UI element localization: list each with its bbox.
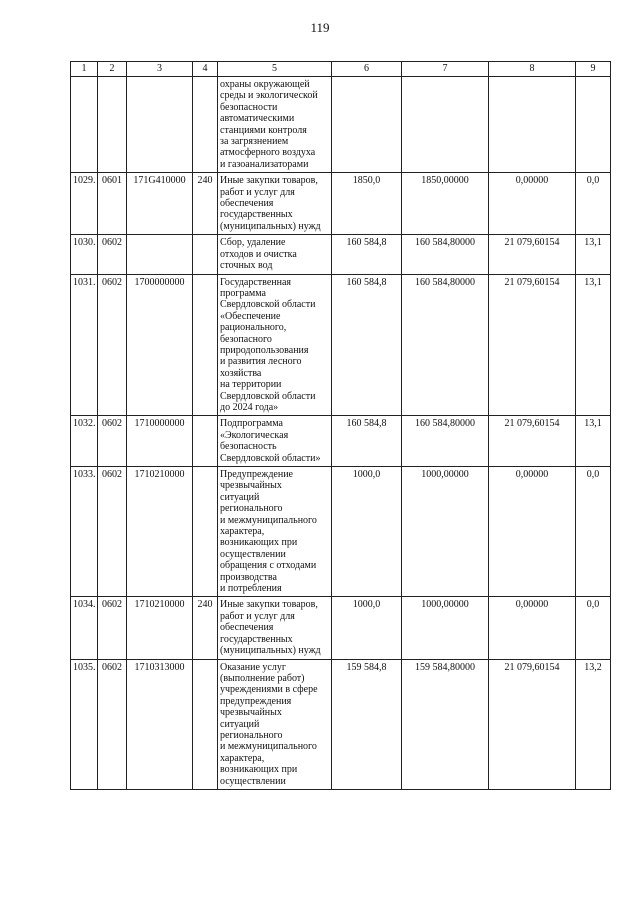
table-cell-v9: 0,0 xyxy=(576,173,611,235)
table-cell-sec: 0602 xyxy=(98,659,127,789)
table-cell-sec: 0602 xyxy=(98,416,127,467)
table-cell-desc: Оказание услуг (выполнение работ) учреждениями в сфере предупреждения чрезвычайных ситуаций регионального и межмуниципального характера, возникающих при осуществлении xyxy=(218,659,332,789)
table-cell-v8: 21 079,60154 xyxy=(489,659,576,789)
table-cell-v8: 0,00000 xyxy=(489,467,576,597)
table-cell-sec: 0602 xyxy=(98,274,127,416)
table-row xyxy=(71,597,611,659)
table-cell-v6: 160 584,8 xyxy=(332,274,402,416)
table-cell-v8: 21 079,60154 xyxy=(489,274,576,416)
table-cell-v9: 0,0 xyxy=(576,467,611,597)
table-cell-v7: 159 584,80000 xyxy=(402,659,489,789)
table-cell-type xyxy=(193,416,218,467)
table-cell-v6 xyxy=(332,77,402,173)
table-cell-desc: охраны окружающей среды и экологической безопасности автоматическими станциями контроля за загрязнением атмосферного воздуха и газоанализаторами xyxy=(218,77,332,173)
table-cell-n: 1035. xyxy=(71,659,98,789)
table-cell-desc: Государственная программа Свердловской области «Обеспечение рационального, безопасного природопользования и развития лесного хозяйства на территории Свердловской области до 2024 года» xyxy=(218,274,332,416)
table-cell-desc: Иные закупки товаров, работ и услуг для обеспечения государственных (муниципальных) нужд xyxy=(218,173,332,235)
table-cell-v6: 159 584,8 xyxy=(332,659,402,789)
table-cell-v7 xyxy=(402,77,489,173)
table-cell-code: 1710000000 xyxy=(127,416,193,467)
table-cell-n xyxy=(71,77,98,173)
column-header: 2 xyxy=(98,62,127,77)
table-cell-sec: 0602 xyxy=(98,467,127,597)
column-header: 8 xyxy=(489,62,576,77)
table-cell-v8: 0,00000 xyxy=(489,173,576,235)
table-cell-n: 1030. xyxy=(71,235,98,274)
table-cell-n: 1032. xyxy=(71,416,98,467)
table-cell-code xyxy=(127,235,193,274)
table-cell-type xyxy=(193,467,218,597)
column-header: 4 xyxy=(193,62,218,77)
table-cell-desc: Подпрограмма «Экологическая безопасность Свердловской области» xyxy=(218,416,332,467)
table-cell-v6: 1000,0 xyxy=(332,467,402,597)
column-header: 3 xyxy=(127,62,193,77)
table-row xyxy=(71,274,611,416)
table-cell-v6: 1850,0 xyxy=(332,173,402,235)
table-row xyxy=(71,173,611,235)
table-cell-v8 xyxy=(489,77,576,173)
table-cell-v9: 13,2 xyxy=(576,659,611,789)
table-cell-v7: 160 584,80000 xyxy=(402,235,489,274)
header-row xyxy=(71,62,611,77)
table-cell-v9 xyxy=(576,77,611,173)
table-cell-n: 1031. xyxy=(71,274,98,416)
column-header: 9 xyxy=(576,62,611,77)
table-cell-v8: 21 079,60154 xyxy=(489,416,576,467)
table-cell-code: 1710210000 xyxy=(127,467,193,597)
table-cell-code: 171G410000 xyxy=(127,173,193,235)
table-cell-n: 1029. xyxy=(71,173,98,235)
table-row xyxy=(71,235,611,274)
table-cell-code: 1710313000 xyxy=(127,659,193,789)
table-cell-v9: 13,1 xyxy=(576,416,611,467)
table-cell-desc: Сбор, удаление отходов и очистка сточных вод xyxy=(218,235,332,274)
table-row xyxy=(71,467,611,597)
table-cell-v9: 0,0 xyxy=(576,597,611,659)
table-cell-sec: 0602 xyxy=(98,235,127,274)
table-cell-v6: 160 584,8 xyxy=(332,235,402,274)
table-row xyxy=(71,416,611,467)
table-cell-v6: 1000,0 xyxy=(332,597,402,659)
table-cell-v9: 13,1 xyxy=(576,235,611,274)
table-cell-desc: Иные закупки товаров, работ и услуг для обеспечения государственных (муниципальных) нужд xyxy=(218,597,332,659)
table-cell-v9: 13,1 xyxy=(576,274,611,416)
table-row xyxy=(71,659,611,789)
column-header: 1 xyxy=(71,62,98,77)
table-cell-v7: 160 584,80000 xyxy=(402,416,489,467)
column-header: 6 xyxy=(332,62,402,77)
table-cell-v8: 0,00000 xyxy=(489,597,576,659)
page-number: 119 xyxy=(310,20,330,35)
table-cell-type xyxy=(193,77,218,173)
table-cell-n: 1033. xyxy=(71,467,98,597)
table-cell-code xyxy=(127,77,193,173)
table-cell-type: 240 xyxy=(193,597,218,659)
table-cell-sec xyxy=(98,77,127,173)
table-cell-v7: 1000,00000 xyxy=(402,597,489,659)
table-cell-code: 1710210000 xyxy=(127,597,193,659)
table-cell-v7: 160 584,80000 xyxy=(402,274,489,416)
table-cell-type xyxy=(193,659,218,789)
table-cell-type: 240 xyxy=(193,173,218,235)
table-cell-code: 1700000000 xyxy=(127,274,193,416)
table-cell-n: 1034. xyxy=(71,597,98,659)
table-row xyxy=(71,77,611,173)
table-cell-v7: 1000,00000 xyxy=(402,467,489,597)
table-cell-v7: 1850,00000 xyxy=(402,173,489,235)
table-cell-v6: 160 584,8 xyxy=(332,416,402,467)
table-cell-type xyxy=(193,274,218,416)
table-cell-type xyxy=(193,235,218,274)
budget-table xyxy=(70,61,611,790)
column-header: 7 xyxy=(402,62,489,77)
table-cell-sec: 0601 xyxy=(98,173,127,235)
table-cell-desc: Предупреждение чрезвычайных ситуаций регионального и межмуниципального характера, возникающих при осуществлении обращения с отходами производства и потребления xyxy=(218,467,332,597)
table-cell-sec: 0602 xyxy=(98,597,127,659)
table-cell-v8: 21 079,60154 xyxy=(489,235,576,274)
column-header: 5 xyxy=(218,62,332,77)
